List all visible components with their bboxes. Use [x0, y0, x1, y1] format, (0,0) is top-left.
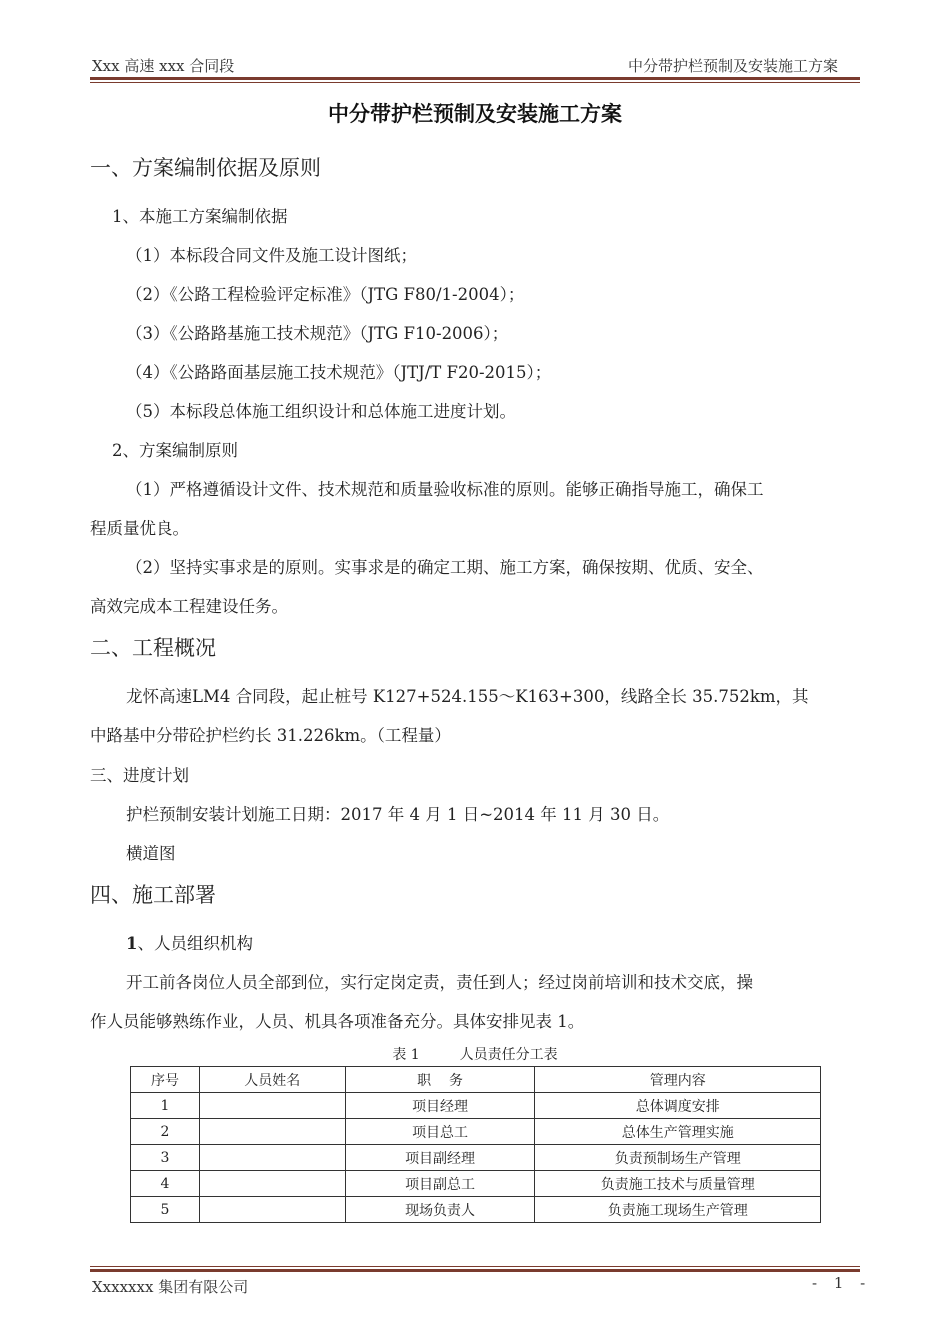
principle-2-line-2: 高效完成本工程建设任务。	[90, 597, 288, 616]
table-cell	[199, 1171, 345, 1197]
header-cell: 管理内容	[535, 1067, 821, 1093]
principle-1-line-2: 程质量优良。	[90, 519, 189, 538]
personnel-line-1: 开工前各岗位人员全部到位，实行定岗定责，责任到人；经过岗前培训和技术交底，操	[126, 973, 753, 992]
table-cell: 2	[131, 1119, 200, 1145]
personnel-line-2: 作人员能够熟练作业，人员、机具各项准备充分。具体安排见表 1。	[90, 1012, 585, 1031]
footer-rule-thin	[90, 1266, 860, 1267]
header-cell: 人员姓名	[199, 1067, 345, 1093]
table-cell: 负责施工技术与质量管理	[535, 1171, 821, 1197]
table-cell: 项目经理	[345, 1093, 535, 1119]
table-cell: 项目副总工	[345, 1171, 535, 1197]
table-cell	[199, 1119, 345, 1145]
table-cell	[199, 1145, 345, 1171]
table-cell: 总体生产管理实施	[535, 1119, 821, 1145]
schedule-text: 护栏预制安装计划施工日期：2017 年 4 月 1 日~2014 年 11 月 30 日。	[126, 805, 670, 824]
table-cell: 负责预制场生产管理	[535, 1145, 821, 1171]
table-caption-title: 人员责任分工表	[459, 1047, 558, 1063]
header-cell: 职 务	[345, 1067, 535, 1093]
header-rule-thin	[90, 82, 860, 83]
footer-company: Xxxxxxx 集团有限公司	[92, 1278, 249, 1296]
table-row	[131, 1171, 821, 1197]
header-cell: 序号	[131, 1067, 200, 1093]
table-caption	[0, 1044, 950, 1064]
footer-rule-thick	[90, 1269, 860, 1272]
basis-item-1: （1）本标段合同文件及施工设计图纸；	[126, 246, 417, 265]
table-row	[131, 1145, 821, 1171]
section-heading-3: 三、进度计划	[90, 766, 189, 785]
table-row	[131, 1119, 821, 1145]
table-cell: 项目副经理	[345, 1145, 535, 1171]
section-heading-2: 二、工程概况	[90, 636, 216, 660]
subheading-text: 、人员组织机构	[137, 934, 253, 953]
table-cell: 现场负责人	[345, 1197, 535, 1223]
personnel-table	[130, 1066, 821, 1223]
subheading-basis: 1、本施工方案编制依据	[112, 207, 288, 226]
table-cell: 4	[131, 1171, 200, 1197]
basis-item-3: （3）《公路路基施工技术规范》（JTG F10-2006）；	[126, 324, 509, 343]
table-cell: 3	[131, 1145, 200, 1171]
basis-item-4: （4）《公路路面基层施工技术规范》（JTJ/T F20-2015）；	[126, 363, 552, 382]
subheading-principles: 2、方案编制原则	[112, 441, 238, 460]
section-heading-1: 一、方案编制依据及原则	[90, 156, 321, 180]
section-heading-4: 四、施工部署	[90, 883, 216, 907]
table-cell: 1	[131, 1093, 200, 1119]
subheading-personnel	[126, 930, 253, 954]
table-cell	[199, 1093, 345, 1119]
header-left: Xxx 高速 xxx 合同段	[92, 57, 235, 75]
basis-item-2: （2）《公路工程检验评定标准》（JTG F80/1-2004）；	[126, 285, 525, 304]
overview-line-2: 中路基中分带砼护栏约长 31.226km。（工程量）	[90, 726, 451, 745]
header-right: 中分带护栏预制及安装施工方案	[627, 57, 838, 75]
table-cell: 总体调度安排	[535, 1093, 821, 1119]
table-row	[131, 1197, 821, 1223]
page-number: - 1 -	[812, 1274, 872, 1292]
basis-item-5: （5）本标段总体施工组织设计和总体施工进度计划。	[126, 402, 516, 421]
table-cell: 5	[131, 1197, 200, 1223]
gantt-label: 横道图	[126, 844, 176, 863]
table-cell	[199, 1197, 345, 1223]
table-cell: 项目总工	[345, 1119, 535, 1145]
subheading-number: 1	[126, 934, 138, 953]
header-rule-thick	[90, 77, 860, 80]
table-header-row	[131, 1067, 821, 1093]
table-cell: 负责施工现场生产管理	[535, 1197, 821, 1223]
principle-2-line-1: （2）坚持实事求是的原则。实事求是的确定工期、施工方案，确保按期、优质、安全、	[126, 558, 764, 577]
document-title: 中分带护栏预制及安装施工方案	[328, 102, 622, 126]
overview-line-1: 龙怀高速LM4 合同段，起止桩号 K127+524.155～K163+300，线路全长 35.752km，其	[126, 687, 809, 706]
table-row	[131, 1093, 821, 1119]
principle-1-line-1: （1）严格遵循设计文件、技术规范和质量验收标准的原则。能够正确指导施工，确保工	[126, 480, 764, 499]
table-caption-number: 表 1	[392, 1047, 420, 1063]
